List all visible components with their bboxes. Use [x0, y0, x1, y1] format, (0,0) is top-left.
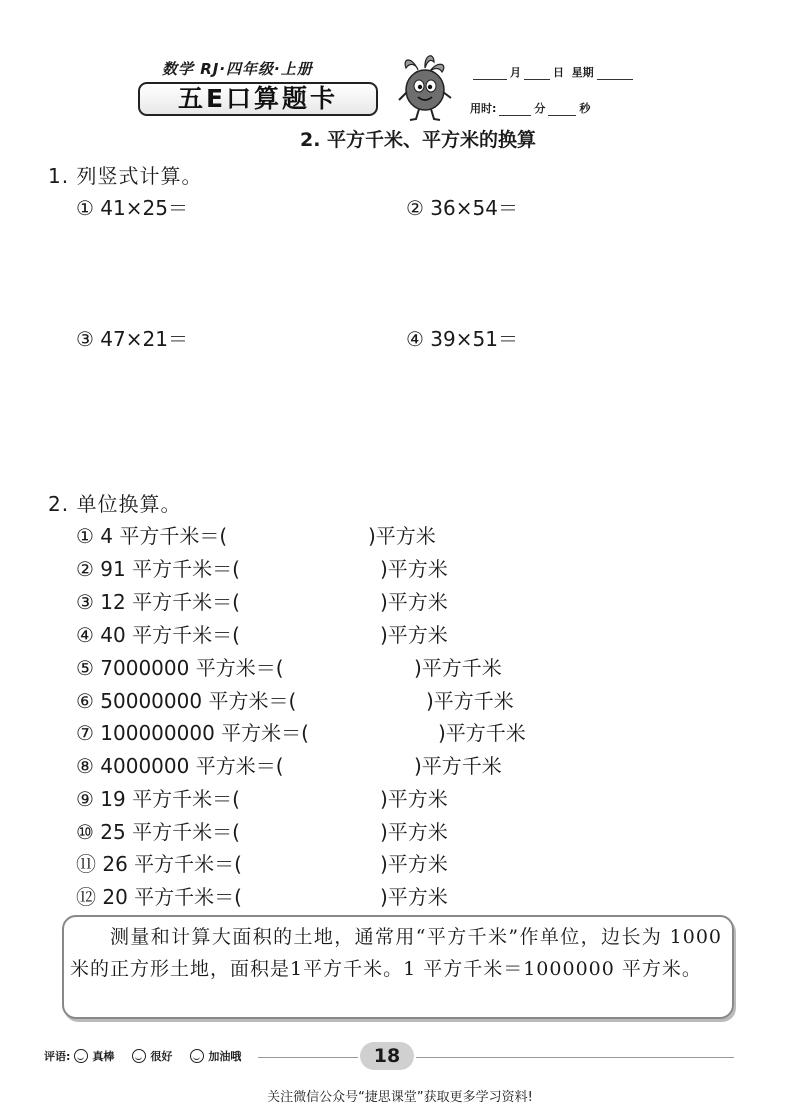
- tip-box: [62, 915, 734, 1019]
- conversion-row: [76, 717, 309, 746]
- date-fields: [470, 64, 636, 80]
- conversion-row: [76, 553, 240, 582]
- radish-mascot-icon: [394, 52, 456, 124]
- time-fields: [470, 100, 590, 116]
- conversion-unit: )平方米: [380, 623, 448, 647]
- conversion-question: ⑥ 50000000 平方米＝(: [76, 689, 297, 713]
- conversion-question: ② 91 平方千米＝(: [76, 557, 240, 581]
- section2-heading: 2. 单位换算。: [48, 492, 182, 516]
- rating-bar: [44, 1048, 241, 1064]
- conversion-row: [76, 750, 284, 779]
- rating-good: 很好: [150, 1050, 173, 1063]
- conversion-unit: )平方米: [380, 557, 448, 581]
- conversion-row: [76, 848, 242, 877]
- conversion-unit: )平方米: [368, 524, 436, 548]
- footer-divider: [258, 1057, 358, 1058]
- conversion-row: [76, 881, 242, 910]
- conversion-row: [76, 816, 240, 845]
- conversion-unit: )平方千米: [414, 656, 502, 680]
- conversion-unit: )平方米: [380, 590, 448, 614]
- time-label: 用时:: [470, 102, 497, 115]
- smiley-icon: [74, 1049, 88, 1063]
- conversion-row: [76, 652, 284, 681]
- conversion-question: ⑫ 20 平方千米＝(: [76, 885, 242, 909]
- rating-label: 评语:: [44, 1050, 71, 1063]
- rating-keep-going: 加油哦: [208, 1050, 242, 1063]
- conversion-question: ⑪ 26 平方千米＝(: [76, 852, 242, 876]
- footer-notice: 关注微信公众号“捷思课堂”获取更多学习资料!: [267, 1090, 533, 1105]
- section1-heading: 1. 列竖式计算。: [48, 164, 203, 188]
- conversion-question: ④ 40 平方千米＝(: [76, 623, 240, 647]
- conversion-question: ⑦ 100000000 平方米＝(: [76, 721, 309, 745]
- conversion-unit: )平方千米: [414, 754, 502, 778]
- conversion-row: [76, 586, 240, 615]
- weekday-label: 星期: [571, 66, 594, 79]
- conversion-question: ① 4 平方千米＝(: [76, 524, 228, 548]
- conversion-unit: )平方米: [380, 852, 448, 876]
- month-label: 月: [510, 66, 521, 79]
- rating-excellent: 真棒: [92, 1050, 115, 1063]
- minute-label: 分: [534, 102, 546, 115]
- conversion-unit: )平方米: [380, 885, 448, 909]
- conversion-row: [76, 520, 227, 549]
- conversion-row: [76, 783, 240, 812]
- smiley-icon: [132, 1049, 146, 1063]
- conversion-row: [76, 685, 296, 714]
- conversion-unit: )平方米: [380, 787, 448, 811]
- banner-text: 五E口算题卡: [177, 84, 339, 113]
- conversion-row: [76, 619, 240, 648]
- conversion-question: ⑨ 19 平方千米＝(: [76, 787, 240, 811]
- title-banner: [138, 82, 378, 116]
- second-label: 秒: [579, 102, 591, 115]
- problem-3: ③ 47×21＝: [76, 327, 188, 351]
- page-number: 18: [360, 1042, 414, 1070]
- smiley-icon: [190, 1049, 204, 1063]
- problem-4: ④ 39×51＝: [406, 327, 518, 351]
- lesson-title: 2. 平方千米、平方米的换算: [299, 129, 537, 151]
- day-label: 日: [553, 66, 564, 79]
- conversion-question: ③ 12 平方千米＝(: [76, 590, 240, 614]
- conversion-unit: )平方千米: [438, 721, 526, 745]
- conversion-unit: )平方千米: [426, 689, 514, 713]
- footer-divider: [416, 1057, 734, 1058]
- problem-2: ② 36×54＝: [406, 196, 518, 220]
- conversion-question: ⑤ 7000000 平方米＝(: [76, 656, 284, 680]
- conversion-question: ⑧ 4000000 平方米＝(: [76, 754, 284, 778]
- conversion-question: ⑩ 25 平方千米＝(: [76, 820, 240, 844]
- conversion-unit: )平方米: [380, 820, 448, 844]
- subject-line: 数学 RJ·四年级·上册: [162, 60, 313, 78]
- problem-1: ① 41×25＝: [76, 196, 188, 220]
- tip-text: 测量和计算大面积的土地，通常用“平方千米”作单位，边长为 1000 米的正方形土地，面积是1平方千米。1 平方千米＝1000000 平方米。: [70, 926, 722, 980]
